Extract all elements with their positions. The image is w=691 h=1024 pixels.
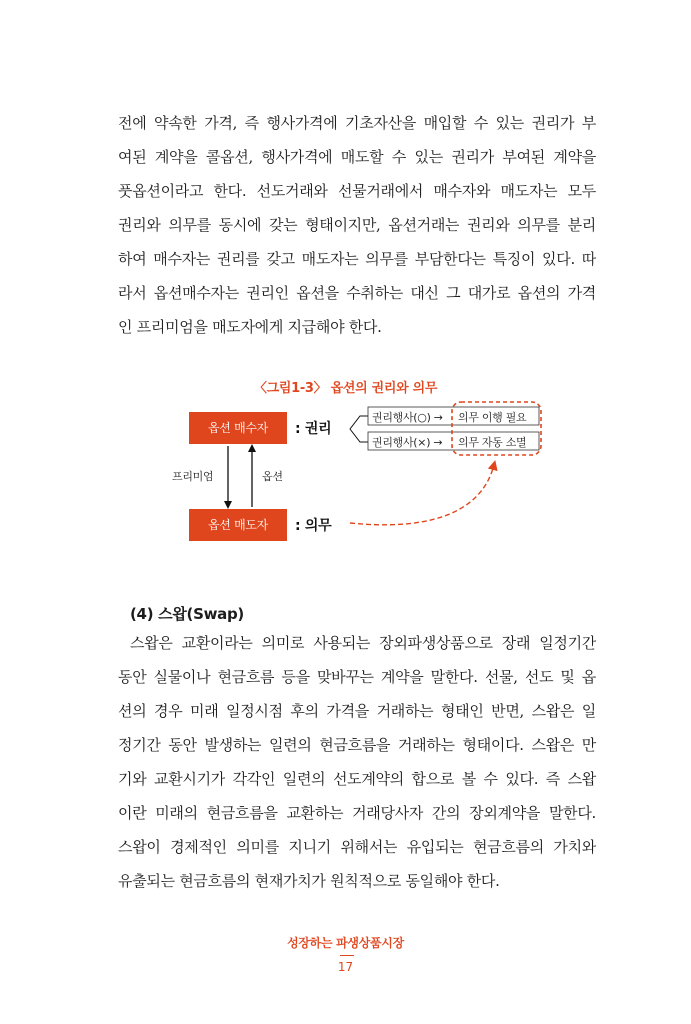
duty-no-label: 의무 자동 소멸 bbox=[458, 436, 527, 449]
seller-box: 옵션 매도자 bbox=[189, 509, 287, 541]
text-line: 하여 매수자는 권리를 갖고 매도자는 의무를 부담한다는 특징이 있다. 따 bbox=[118, 250, 596, 268]
text-line: 권리와 의무를 동시에 갖는 형태이지만, 옵션거래는 권리와 의무를 분리 bbox=[118, 216, 596, 234]
text-line: 기와 교환시기가 각각인 일련의 선도계약의 합으로 볼 수 있다. 즉 스왑 bbox=[118, 770, 596, 788]
text-line: 유출되는 현금흐름의 현재가치가 원칙적으로 동일해야 한다. bbox=[118, 872, 500, 890]
duty-curve bbox=[350, 465, 494, 525]
text-line: 이란 미래의 현금흐름을 교환하는 거래당사자 간의 장외계약을 말한다. bbox=[118, 804, 596, 822]
text-line: 션의 경우 미래 일정시점 후의 가격을 거래하는 형태인 반면, 스왑은 일 bbox=[118, 702, 596, 720]
footer-divider bbox=[340, 955, 354, 956]
bracket bbox=[350, 416, 368, 442]
premium-label: 프리미엄 bbox=[172, 470, 214, 483]
text-line: 정기간 동안 발생하는 일련의 현금흐름을 거래하는 형태이다. 스왑은 만 bbox=[118, 736, 596, 754]
duty-label: : 의무 bbox=[295, 518, 332, 534]
text-line: 풋옵션이라고 한다. 선도거래와 선물거래에서 매수자와 매도자는 모두 bbox=[118, 182, 596, 200]
text-line: 동안 실물이나 현금흐름 등을 맞바꾸는 계약을 말한다. 선물, 선도 및 옵 bbox=[118, 668, 596, 686]
text-line: 스왑은 교환이라는 의미로 사용되는 장외파생상품으로 장래 일정기간 bbox=[130, 634, 596, 652]
right-label: : 권리 bbox=[295, 421, 332, 437]
exercise-no-label: 권리행사(×) → bbox=[372, 436, 443, 449]
figure-title: 〈그림1-3〉 옵션의 권리와 의무 bbox=[253, 381, 438, 396]
text-line: 라서 옵션매수자는 권리인 옵션을 수취하는 대신 그 대가로 옵션의 가격 bbox=[118, 284, 596, 302]
footer-title: 성장하는 파생상품시장 bbox=[287, 936, 404, 950]
text-line: 전에 약속한 가격, 즉 행사가격에 기초자산을 매입할 수 있는 권리가 부 bbox=[118, 114, 596, 132]
exercise-yes-label: 권리행사(○) → bbox=[372, 411, 443, 424]
section-heading: (4) 스왑(Swap) bbox=[130, 605, 244, 623]
text-line: 여된 계약을 콜옵션, 행사가격에 매도할 수 있는 권리가 부여된 계약을 bbox=[118, 148, 596, 166]
duty-yes-label: 의무 이행 필요 bbox=[458, 411, 527, 424]
buyer-box: 옵션 매수자 bbox=[189, 412, 287, 444]
text-line: 인 프리미엄을 매도자에게 지급해야 한다. bbox=[118, 318, 382, 336]
page-number: 17 bbox=[337, 960, 354, 974]
text-line: 스왑이 경제적인 의미를 지니기 위해서는 유입되는 현금흐름의 가치와 bbox=[118, 838, 596, 856]
option-label: 옵션 bbox=[262, 470, 283, 483]
